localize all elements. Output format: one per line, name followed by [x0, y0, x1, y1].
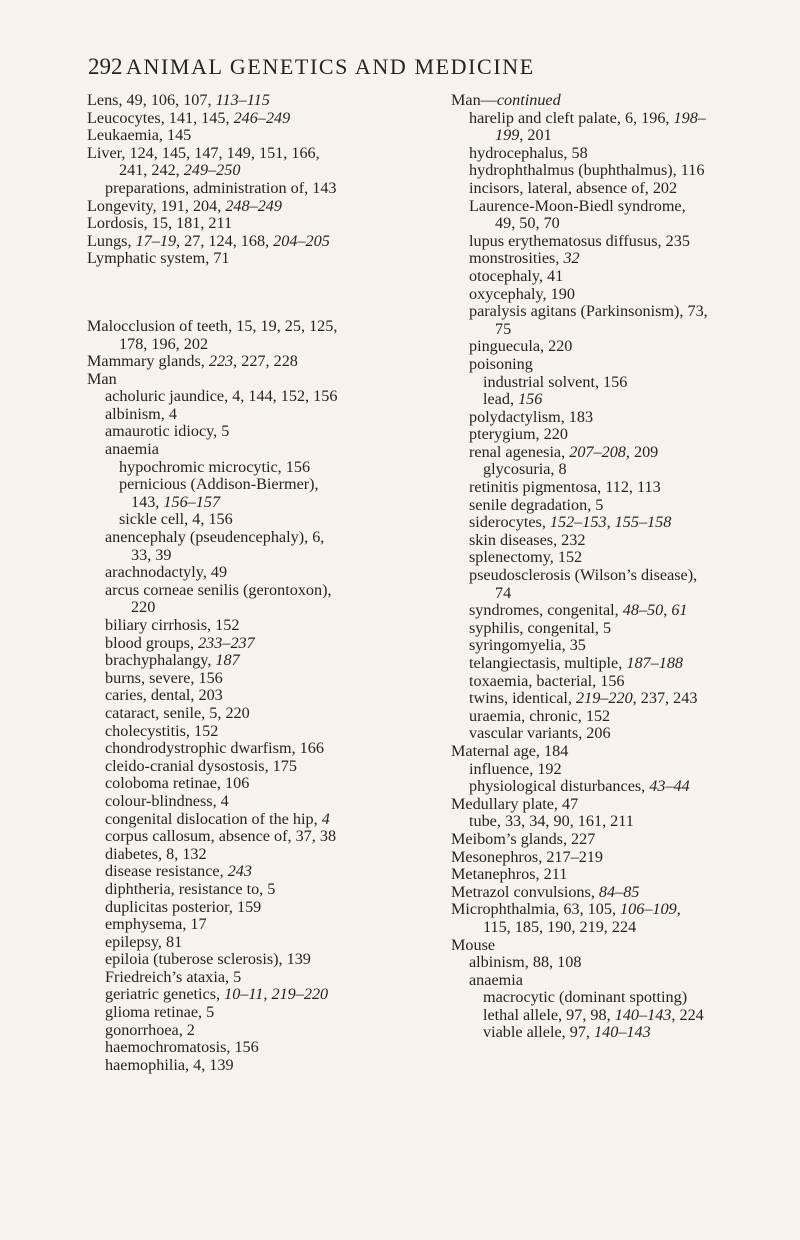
index-entry-text: Lymphatic system, 71	[87, 249, 230, 268]
index-entry-text: lupus erythematosus diffusus, 235	[469, 231, 690, 250]
index-subentry	[451, 321, 796, 339]
index-entry-text: Maternal age, 184	[451, 741, 569, 760]
index-entry-text: glioma retinae, 5	[105, 1003, 215, 1022]
index-entry-text: paralysis agitans (Parkinsonism), 73,	[469, 302, 708, 321]
index-subentry	[87, 336, 432, 354]
index-entry-text: ,	[663, 601, 672, 620]
index-entry-text: Metanephros, 211	[451, 865, 568, 884]
index-entry-text: haemochromatosis, 156	[105, 1038, 259, 1057]
index-subentry	[87, 846, 432, 864]
index-entry-text: brachyphalangy,	[105, 651, 216, 670]
index-entry-text: uraemia, chronic, 152	[469, 706, 611, 725]
index-entry-text: senile degradation, 5	[469, 495, 604, 514]
index-entry-text: syringomyelia, 35	[469, 636, 586, 655]
index-entry-text: Liver, 124, 145, 147, 149, 151, 166,	[87, 143, 320, 162]
index-subentry	[87, 494, 432, 512]
index-page-ref-italic: continued	[496, 91, 561, 109]
index-entry	[87, 110, 432, 128]
index-subentry	[451, 1024, 796, 1042]
index-entry-text: industrial solvent, 156	[483, 372, 628, 391]
index-entry-text: renal agenesia,	[469, 442, 570, 461]
index-subentry	[87, 388, 432, 406]
index-entry-text: cleido-cranial dysostosis, 175	[105, 756, 297, 775]
index-entry-text: ,	[676, 900, 681, 919]
index-entry-text: , 227, 228	[233, 352, 298, 371]
index-entry-text: chondrodystrophic dwarfism, 166	[105, 739, 324, 758]
index-entry-text: Man—	[451, 91, 497, 109]
index-subentry	[451, 954, 796, 972]
index-subentry	[87, 652, 432, 670]
index-subentry	[87, 934, 432, 952]
index-entry-text: burns, severe, 156	[105, 668, 223, 687]
index-subentry	[87, 986, 432, 1004]
index-subentry	[87, 180, 432, 198]
index-entry-text: toxaemia, bacterial, 156	[469, 671, 625, 690]
index-entry-text: 75	[495, 319, 512, 338]
index-subentry	[87, 476, 432, 494]
index-subentry	[451, 549, 796, 567]
index-entry-text: ,	[263, 985, 272, 1004]
index-entry	[451, 884, 796, 902]
index-subentry	[451, 215, 796, 233]
index-subentry	[87, 811, 432, 829]
index-subentry	[87, 582, 432, 600]
index-entry-text: otocephaly, 41	[469, 266, 564, 285]
index-page-ref-italic: 17–19	[135, 231, 177, 250]
index-subentry	[87, 423, 432, 441]
page-number: 292	[88, 54, 123, 79]
index-entry-text: Man	[87, 369, 117, 388]
index-subentry	[87, 705, 432, 723]
index-subentry	[87, 406, 432, 424]
index-entry-text: twins, identical,	[469, 689, 576, 708]
index-entry-text: 241, 242,	[119, 161, 184, 180]
index-entry-text: arcus corneae senilis (gerontoxon),	[105, 580, 332, 599]
index-entry-text: Longevity, 191, 204,	[87, 196, 226, 215]
index-entry-text: disease resistance,	[105, 862, 228, 881]
index-entry-text: , 209	[625, 442, 659, 461]
index-entry-text: epilepsy, 81	[105, 932, 183, 951]
index-entry-text: 220	[131, 598, 156, 617]
index-entry-text: viable allele, 97,	[483, 1023, 595, 1042]
index-entry	[87, 250, 432, 268]
index-page-ref-italic: 243	[227, 862, 252, 881]
index-subentry	[451, 620, 796, 638]
index-subentry	[451, 532, 796, 550]
index-entry	[87, 145, 432, 163]
index-entry	[451, 831, 796, 849]
index-entry	[451, 849, 796, 867]
index-entry-text: glycosuria, 8	[483, 460, 567, 479]
index-page-ref-italic: 246–249	[233, 108, 291, 127]
index-entry-text: harelip and cleft palate, 6, 196,	[469, 108, 674, 127]
index-entry	[87, 92, 432, 110]
index-page-ref-italic: 4	[321, 809, 330, 828]
index-entry-text: anaemia	[469, 970, 523, 989]
index-entry-text: physiological disturbances,	[469, 777, 650, 796]
index-entry-text: retinitis pigmentosa, 112, 113	[469, 478, 661, 497]
index-page-ref-italic: 198–	[673, 108, 706, 127]
index-subentry	[87, 740, 432, 758]
index-entry-text: colour-blindness, 4	[105, 791, 229, 810]
index-column-left	[87, 92, 432, 1074]
index-entry-text: duplicitas posterior, 159	[105, 897, 262, 916]
index-subentry	[451, 409, 796, 427]
index-entry-text: syndromes, congenital,	[469, 601, 623, 620]
index-subentry	[451, 761, 796, 779]
index-entry-text: Microphthalmia, 63, 105,	[451, 900, 621, 919]
index-entry-text: gonorrhoea, 2	[105, 1020, 195, 1039]
index-subentry	[87, 617, 432, 635]
index-entry-text: influence, 192	[469, 759, 562, 778]
index-subentry	[451, 637, 796, 655]
index-entry-text: anaemia	[105, 440, 159, 459]
index-entry-text: cholecystitis, 152	[105, 721, 219, 740]
index-entry-text: Metrazol convulsions,	[451, 882, 599, 901]
index-entry-text: Lungs,	[87, 231, 136, 250]
index-subentry	[451, 198, 796, 216]
index-entry-text: albinism, 88, 108	[469, 953, 582, 972]
index-entry-text: Lordosis, 15, 181, 211	[87, 214, 233, 233]
index-page-ref-italic: 106–109	[620, 900, 677, 919]
index-entry-text: pinguecula, 220	[469, 337, 573, 356]
index-subentry	[451, 655, 796, 673]
index-subentry	[87, 1039, 432, 1057]
index-entry-text: haemophilia, 4, 139	[105, 1055, 234, 1074]
index-entry	[87, 353, 432, 371]
index-entry	[451, 866, 796, 884]
index-entry-text: caries, dental, 203	[105, 686, 223, 705]
index-subentry	[451, 673, 796, 691]
index-page-ref-italic: 48–50	[622, 601, 664, 620]
index-entry-text: 178, 196, 202	[119, 334, 209, 353]
index-subentry	[451, 919, 796, 937]
index-entry-text: anencephaly (pseudencephaly), 6,	[105, 528, 325, 547]
index-column-right	[451, 92, 796, 1042]
index-entry-text: sickle cell, 4, 156	[119, 510, 233, 529]
index-entry-text: Laurence-Moon-Biedl syndrome,	[469, 196, 686, 215]
index-subentry	[451, 813, 796, 831]
index-subentry	[87, 1004, 432, 1022]
index-entry-text: pterygium, 220	[469, 425, 568, 444]
index-entry-text: preparations, administration of, 143	[105, 178, 337, 197]
index-entry-text: biliary cirrhosis, 152	[105, 616, 240, 634]
index-subentry	[87, 758, 432, 776]
index-entry-text: amaurotic idiocy, 5	[105, 422, 230, 441]
index-entry-text: 33, 39	[131, 545, 172, 564]
index-subentry	[451, 303, 796, 321]
index-page-ref-italic: 113–115	[215, 91, 270, 109]
index-subentry	[87, 670, 432, 688]
index-subentry	[87, 1057, 432, 1075]
index-subentry	[87, 951, 432, 969]
index-entry-text: , 201	[519, 126, 552, 145]
index-entry	[87, 198, 432, 216]
index-entry	[87, 127, 432, 145]
index-page-ref-italic: 155–158	[614, 513, 672, 532]
index-subentry	[87, 459, 432, 477]
index-subentry	[451, 497, 796, 515]
index-subentry	[87, 162, 432, 180]
index-subentry	[451, 162, 796, 180]
index-entry-text: polydactylism, 183	[469, 407, 594, 426]
index-page-ref-italic: 140–143	[594, 1023, 651, 1042]
index-subentry	[87, 687, 432, 705]
index-entry-text: acholuric jaundice, 4, 144, 152, 156	[105, 387, 338, 406]
index-entry-text: hypochromic microcytic, 156	[119, 457, 311, 476]
index-page-ref-italic: 248–249	[225, 196, 282, 215]
index-entry-text: pseudosclerosis (Wilson’s disease),	[469, 566, 698, 585]
index-page-ref-italic: 249–250	[183, 161, 241, 180]
index-subentry	[87, 511, 432, 529]
index-subentry	[451, 461, 796, 479]
index-page-ref-italic: 61	[671, 601, 688, 620]
index-subentry	[451, 356, 796, 374]
index-subentry	[87, 881, 432, 899]
index-subentry	[87, 441, 432, 459]
index-entry-text: lethal allele, 97, 98,	[483, 1005, 615, 1024]
index-subentry	[451, 127, 796, 145]
index-entry-text: Leukaemia, 145	[87, 126, 192, 145]
index-subentry	[451, 180, 796, 198]
index-entry-text: 115, 185, 190, 219, 224	[483, 917, 637, 936]
index-entry-text: tube, 33, 34, 90, 161, 211	[469, 812, 634, 831]
index-entry-text: ,	[606, 513, 615, 532]
index-subentry	[451, 514, 796, 532]
index-page-ref-italic: 156–157	[163, 492, 221, 511]
index-subentry	[451, 250, 796, 268]
index-subentry	[87, 793, 432, 811]
index-entry-text: , 237, 243	[632, 689, 698, 708]
index-subentry	[451, 725, 796, 743]
index-page-ref-italic: 140–143	[614, 1005, 672, 1024]
index-subentry	[451, 690, 796, 708]
index-subentry	[451, 479, 796, 497]
index-entry	[87, 215, 432, 233]
index-entry-text: arachnodactyly, 49	[105, 563, 228, 582]
index-page-ref-italic: 207–208	[569, 442, 626, 461]
index-subentry	[87, 899, 432, 917]
index-entry-text: Lens, 49, 106, 107,	[87, 91, 216, 109]
index-entry-text: oxycephaly, 190	[469, 284, 575, 303]
index-entry-text: cataract, senile, 5, 220	[105, 703, 250, 722]
index-entry-text: lead,	[483, 390, 519, 409]
index-subentry	[87, 1022, 432, 1040]
index-subentry	[87, 916, 432, 934]
index-entry-text: albinism, 4	[105, 404, 177, 423]
index-subentry	[87, 599, 432, 617]
index-section-gap	[87, 284, 432, 302]
index-page-ref-italic: 187–188	[626, 654, 683, 672]
index-entry-text: hydrocephalus, 58	[469, 143, 588, 162]
index-entry	[451, 901, 796, 919]
index-entry	[87, 371, 432, 389]
index-entry	[451, 92, 796, 110]
index-entry-text: telangiectasis, multiple,	[469, 654, 627, 672]
index-subentry	[87, 547, 432, 565]
index-entry-text: 49, 50, 70	[495, 214, 560, 233]
index-entry-text: Mouse	[451, 935, 496, 954]
index-subentry	[451, 426, 796, 444]
index-subentry	[87, 635, 432, 653]
index-subentry	[451, 567, 796, 585]
index-page-ref-italic: 204–205	[273, 231, 330, 250]
index-subentry	[87, 564, 432, 582]
index-entry-text: Meibom’s glands, 227	[451, 829, 596, 848]
index-entry-text: congenital dislocation of the hip,	[105, 809, 322, 828]
index-entry	[87, 233, 432, 251]
index-entry-text: emphysema, 17	[105, 915, 207, 934]
index-entry-text: Friedreich’s ataxia, 5	[105, 967, 242, 986]
index-page-ref-italic: 84–85	[598, 882, 640, 901]
index-subentry	[451, 1007, 796, 1025]
index-subentry	[451, 268, 796, 286]
index-entry	[451, 743, 796, 761]
index-entry-text: siderocytes,	[469, 513, 550, 532]
page-header	[88, 54, 744, 84]
index-entry-text: corpus callosum, absence of, 37, 38	[105, 827, 337, 846]
index-subentry	[451, 110, 796, 128]
index-page-ref-italic: 223	[208, 352, 234, 371]
index-page-ref-italic: 219–220	[576, 689, 633, 708]
index-entry-text: diabetes, 8, 132	[105, 844, 207, 863]
index-page-ref-italic: 187	[215, 651, 240, 670]
index-entry-text: poisoning	[469, 354, 533, 373]
index-entry	[87, 318, 432, 336]
index-page-ref-italic: 32	[563, 249, 580, 268]
running-title: ANIMAL GENETICS AND MEDICINE	[126, 54, 535, 79]
index-subentry	[451, 585, 796, 603]
index-subentry	[451, 374, 796, 392]
index-entry-text: Medullary plate, 47	[451, 794, 579, 813]
index-entry-text: skin diseases, 232	[469, 530, 586, 549]
index-entry-text: diphtheria, resistance to, 5	[105, 879, 276, 898]
index-entry-text: macrocytic (dominant spotting)	[483, 988, 688, 1007]
index-subentry	[451, 391, 796, 409]
index-entry-text: Leucocytes, 141, 145,	[87, 108, 234, 127]
index-page-ref-italic: 152–153	[549, 513, 607, 532]
index-page-ref-italic: 43–44	[649, 777, 690, 796]
index-entry-text: Malocclusion of teeth, 15, 19, 25, 125,	[87, 316, 338, 335]
index-subentry	[451, 778, 796, 796]
index-entry-text: , 224	[671, 1005, 704, 1024]
index-entry-text: incisors, lateral, absence of, 202	[469, 178, 678, 197]
index-entry-text: Mesonephros, 217–219	[451, 847, 603, 866]
index-subentry	[451, 233, 796, 251]
index-page-ref-italic: 233–237	[198, 633, 255, 652]
index-subentry	[451, 444, 796, 462]
index-entry-text: monstrosities,	[469, 249, 564, 268]
index-subentry	[87, 723, 432, 741]
index-page-ref-italic: 199	[495, 126, 520, 145]
index-entry-text: geriatric genetics,	[105, 985, 225, 1004]
index-entry-text: , 27, 124, 168,	[176, 231, 274, 250]
index-entry-text: pernicious (Addison-Biermer),	[119, 475, 319, 494]
index-entry-text: syphilis, congenital, 5	[469, 618, 612, 637]
index-page-ref-italic: 219–220	[271, 985, 329, 1004]
index-entry-text: Mammary glands,	[87, 352, 209, 371]
index-entry-text: splenectomy, 152	[469, 548, 583, 567]
index-subentry	[451, 972, 796, 990]
index-entry-text: epiloia (tuberose sclerosis), 139	[105, 950, 311, 969]
index-subentry	[451, 286, 796, 304]
index-subentry	[87, 529, 432, 547]
index-entry-text: 74	[495, 583, 512, 602]
index-subentry	[87, 863, 432, 881]
index-entry-text: 143,	[131, 492, 164, 511]
index-entry	[451, 937, 796, 955]
index-subentry	[451, 602, 796, 620]
index-entry-text: coloboma retinae, 106	[105, 774, 250, 793]
index-subentry	[451, 708, 796, 726]
index-entry-text: blood groups,	[105, 633, 199, 652]
index-subentry	[451, 145, 796, 163]
index-page-ref-italic: 10–11	[224, 985, 264, 1004]
index-entry-text: vascular variants, 206	[469, 724, 611, 743]
index-subentry	[451, 989, 796, 1007]
index-subentry	[451, 338, 796, 356]
index-subentry	[87, 969, 432, 987]
index-entry-text: hydrophthalmus (buphthalmus), 116	[469, 161, 705, 180]
index-entry	[451, 796, 796, 814]
index-subentry	[87, 828, 432, 846]
index-page-ref-italic: 156	[518, 390, 543, 409]
index-subentry	[87, 775, 432, 793]
